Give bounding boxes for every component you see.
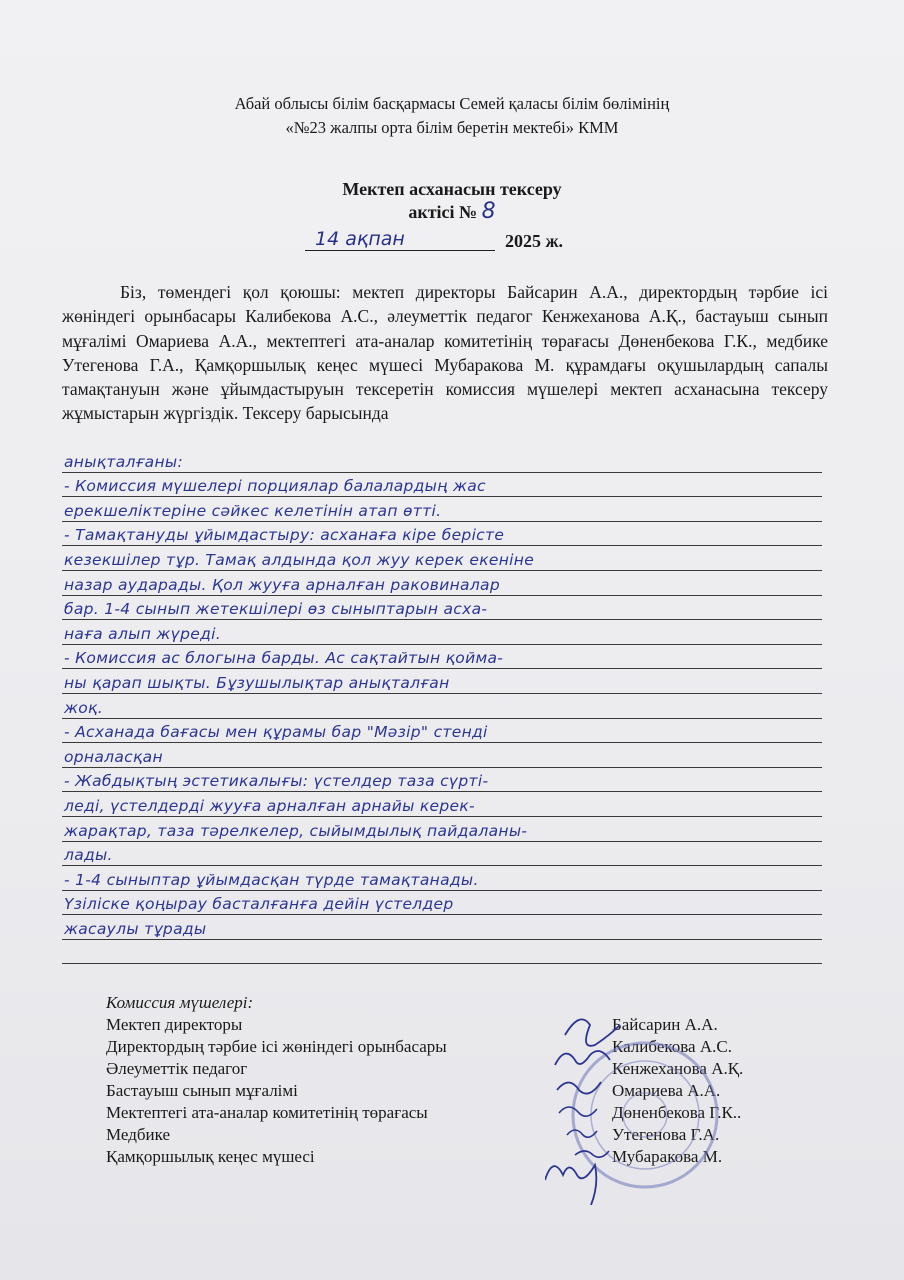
finding-line [62, 940, 822, 965]
finding-text: жоқ. [64, 698, 103, 717]
finding-line [62, 571, 822, 596]
member-role: Директордың тәрбие ісі жөніндегі орынбасары [106, 1037, 447, 1056]
date-field [305, 226, 495, 251]
finding-text: - Комиссия ас блогына барды. Ас сақтайтын қойма- [64, 649, 504, 668]
finding-line [62, 768, 822, 793]
member-role: Қамқоршылық кеңес мүшесі [106, 1147, 315, 1166]
finding-line [62, 891, 822, 916]
act-number: 8 [481, 199, 496, 224]
finding-line [62, 915, 822, 940]
finding-text: - 1-4 сыныптар ұйымдасқан түрде тамақтанады. [64, 870, 479, 889]
finding-line [62, 792, 822, 817]
signatures [545, 1005, 635, 1205]
member-role: Медбике [106, 1125, 170, 1144]
finding-text: - Жабдықтың эстетикалығы: үстелдер таза сүртi- [64, 772, 489, 791]
finding-text: - Комиссия мүшелері порциялар балалардың жас [64, 477, 486, 496]
member-role: Мектеп директоры [106, 1015, 243, 1034]
finding-line [62, 596, 822, 621]
intro-paragraph: Біз, төмендегі қол қоюшы: мектеп директоры Байсарин А.А., директордың тәрбие ісі жөніндегі орынбасары Калибекова А.С., әлеуметтік педагог Кенжеханова А.Қ., бастауыш сынып мұғалімі Омариева А.А., мектептегі ата-аналар комитетінің төрағасы Дөненбекова Г.К., медбике Утегенова Г.А., Қамқоршылық кеңес мүшесі Мубаракова М. құрамдағы оқушылардың сапалы тамақтануын және ұйымдастыруын тексеретін комиссия мүшелері мектеп асханасына тексеру жұмыстарын жүргіздік. Тексеру барысында [62, 282, 828, 424]
commission-roles [106, 992, 447, 1168]
member-name: Дөненбекова Г.К.. [612, 1103, 742, 1122]
member-role: Бастауыш сынып мұғалімі [106, 1081, 298, 1100]
finding-text: жасаулы тұрады [64, 919, 207, 938]
member-name: Утегенова Г.А. [612, 1125, 720, 1144]
finding-line [62, 645, 822, 670]
member-name: Омариева А.А. [612, 1081, 721, 1100]
finding-text: кезекшілер тұр. Тамақ алдында қол жуу керек екеніне [64, 550, 535, 569]
member-name: Мубаракова М. [612, 1147, 723, 1166]
document-title: Мектеп асханасын тексеру [342, 179, 562, 199]
finding-text: анықталғаны: [64, 452, 183, 471]
member-name: Кенжеханова А.Қ. [612, 1059, 744, 1078]
finding-line [62, 546, 822, 571]
finding-line [62, 669, 822, 694]
act-label: актісі № [408, 202, 478, 222]
year-label: 2025 ж. [505, 231, 564, 251]
finding-text: орналасқан [64, 747, 163, 766]
finding-line [62, 694, 822, 719]
finding-text: Үзіліске қоңырау басталғанға дейін үстелдер [64, 895, 454, 914]
finding-text: лады. [64, 846, 113, 865]
finding-text: - Асханада бағасы мен құрамы бар "Мәзір" стенді [64, 723, 488, 742]
member-role: Әлеуметтік педагог [106, 1059, 248, 1078]
member-name: Байсарин А.А. [612, 1015, 718, 1034]
finding-line [62, 842, 822, 867]
header-line-2: «№23 жалпы орта білім беретін мектебі» КММ [285, 118, 619, 137]
act-number-line [0, 201, 904, 223]
finding-line [62, 473, 822, 498]
finding-text: бар. 1-4 сынып жетекшілері өз сыныптарын асха- [64, 600, 488, 619]
finding-line [62, 620, 822, 645]
finding-line [62, 448, 822, 473]
finding-text: наға алып жүреді. [64, 624, 221, 643]
handwritten-findings [62, 448, 822, 964]
finding-text: назар аударады. Қол жууға арналған раковиналар [64, 575, 500, 594]
commission-heading: Комиссия мүшелері: [106, 993, 254, 1012]
finding-line [62, 522, 822, 547]
finding-line [62, 743, 822, 768]
header-line-1: Абай облысы білім басқармасы Семей қаласы білім бөлімінің [234, 94, 670, 113]
finding-text: леді, үстелдерді жууға арналған арнайы керек- [64, 796, 475, 815]
finding-text: жарақтар, таза тәрелкелер, сыйымдылық пайдаланы- [64, 821, 528, 840]
date-handwritten: 14 ақпан [315, 228, 405, 250]
finding-text: - Тамақтануды ұйымдастыру: асханаға кіре берісте [64, 526, 505, 545]
finding-line [62, 719, 822, 744]
member-role: Мектептегі ата-аналар комитетінің төрағасы [106, 1103, 428, 1122]
finding-line [62, 817, 822, 842]
finding-text: ны қарап шықты. Бұзушылықтар анықталған [64, 673, 450, 692]
finding-text: ерекшеліктеріне сәйкес келетінін атап өтті. [64, 501, 442, 520]
finding-line [62, 497, 822, 522]
member-name: Калибекова А.С. [612, 1037, 732, 1056]
finding-line [62, 866, 822, 891]
